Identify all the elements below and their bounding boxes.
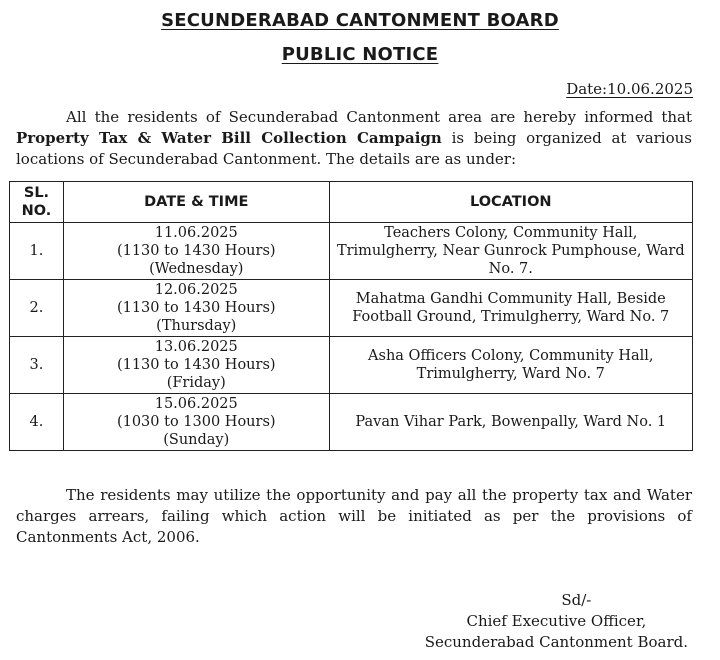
row-date: 11.06.2025: [154, 225, 238, 241]
table-row: [10, 223, 693, 280]
table-row: [10, 337, 693, 394]
row-hours: (1130 to 1430 Hours): [116, 300, 276, 316]
intro-paragraph: [16, 107, 692, 170]
row-date-time: [63, 394, 329, 451]
table-header-row: [10, 182, 693, 223]
row-location: Asha Officers Colony, Community Hall, Trimulgherry, Ward No. 7: [329, 337, 692, 394]
row-location: Mahatma Gandhi Community Hall, Beside Football Ground, Trimulgherry, Ward No. 7: [329, 280, 692, 337]
row-hours: (1130 to 1430 Hours): [116, 357, 276, 373]
row-hours: (1030 to 1300 Hours): [116, 414, 276, 430]
row-sl-no: 1.: [10, 223, 64, 280]
intro-lead: All the residents of Secunderabad Cantonment area are hereby informed that: [66, 108, 692, 126]
table-row: [10, 280, 693, 337]
signature-block: [425, 590, 688, 653]
row-date: 15.06.2025: [154, 396, 238, 412]
header-location: LOCATION: [329, 182, 692, 223]
row-date-time: [63, 280, 329, 337]
row-date: 13.06.2025: [154, 339, 238, 355]
row-date-time: [63, 337, 329, 394]
signature-designation: Chief Executive Officer,: [466, 612, 647, 630]
notice-date: Date:10.06.2025: [566, 80, 693, 98]
campaign-name: Property Tax & Water Bill Collection Campaign: [16, 129, 442, 147]
header-date-time: DATE & TIME: [63, 182, 329, 223]
board-title: SECUNDERABAD CANTONMENT BOARD: [161, 10, 559, 31]
header-sl-no: SL. NO.: [10, 182, 64, 223]
row-sl-no: 2.: [10, 280, 64, 337]
row-hours: (1130 to 1430 Hours): [116, 243, 276, 259]
signature-organization: Secunderabad Cantonment Board.: [424, 633, 688, 651]
row-date: 12.06.2025: [154, 282, 238, 298]
row-day: (Sunday): [163, 432, 230, 448]
row-day: (Wednesday): [149, 261, 244, 277]
notice-title: PUBLIC NOTICE: [281, 44, 439, 65]
table-row: [10, 394, 693, 451]
row-location: Teachers Colony, Community Hall, Trimulgherry, Near Gunrock Pumphouse, Ward No. 7.: [329, 223, 692, 280]
row-day: (Thursday): [156, 318, 237, 334]
row-day: (Friday): [166, 375, 226, 391]
row-sl-no: 4.: [10, 394, 64, 451]
row-sl-no: 3.: [10, 337, 64, 394]
row-location: Pavan Vihar Park, Bowenpally, Ward No. 1: [329, 394, 692, 451]
row-date-time: [63, 223, 329, 280]
intro-tail: is being organized at various locations of Secunderabad Cantonment. The details are as under:: [16, 129, 692, 168]
campaign-schedule-table: [9, 181, 693, 451]
closing-paragraph: The residents may utilize the opportunity and pay all the property tax and Water charges arrears, failing which action will be initiated as per the provisions of Cantonments Act, 2006.: [16, 486, 692, 546]
signature-sd: Sd/-: [561, 591, 592, 609]
